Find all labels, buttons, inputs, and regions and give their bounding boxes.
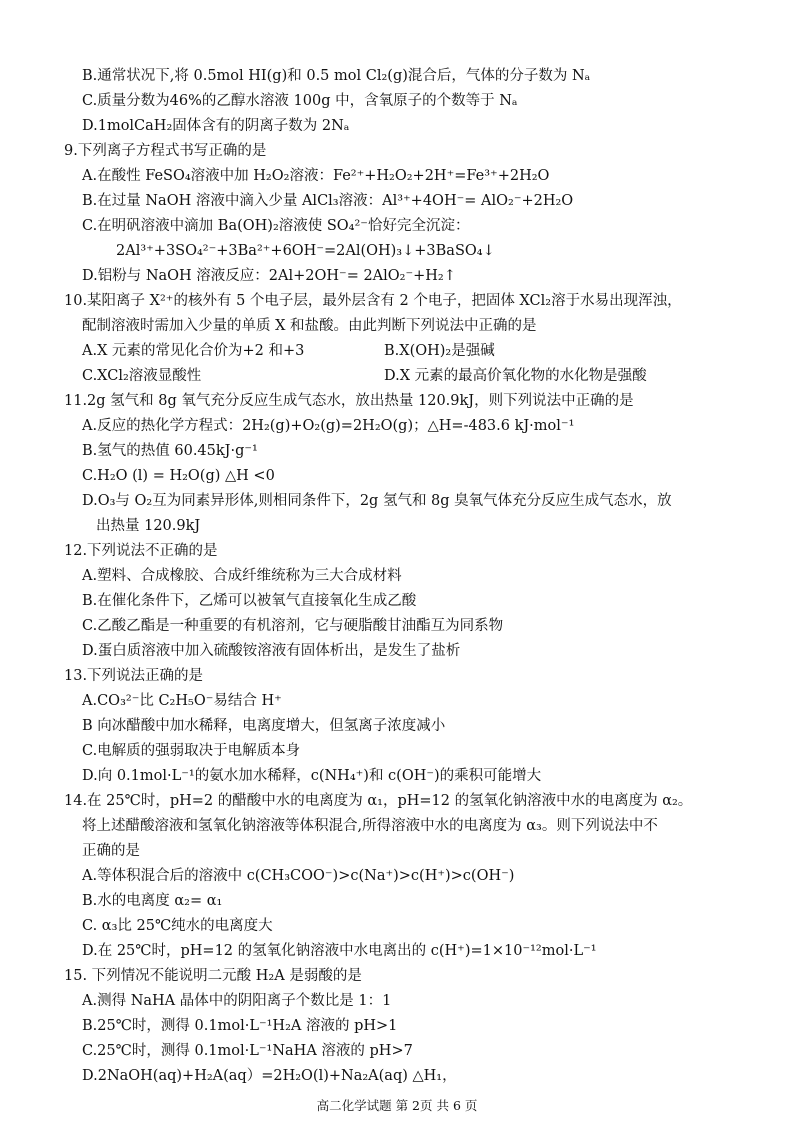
q10-stem-cont: 配制溶液时需加入少量的单质 X 和盐酸。由此判断下列说法中正确的是 [82, 318, 537, 334]
q11-option-d: D.O₃与 O₂互为同素异形体,则相同条件下，2g 氢气和 8g 臭氧气体充分反应生成气态水，放 [82, 493, 672, 509]
q15-option-b: B.25℃时，测得 0.1mol·L⁻¹H₂A 溶液的 pH>1 [82, 1018, 398, 1034]
q13-option-b: B 向冰醋酸中加水稀释，电离度增大，但氢离子浓度减小 [82, 718, 446, 734]
q13-option-c: C.电解质的强弱取决于电解质本身 [82, 743, 301, 759]
q9-stem: 9.下列离子方程式书写正确的是 [64, 143, 267, 159]
q15-option-a: A.测得 NaHA 晶体中的阴阳离子个数比是 1：1 [82, 993, 392, 1009]
q10-option-d: D.X 元素的最高价氧化物的水化物是强酸 [384, 368, 647, 384]
q8-option-b: B.通常状况下,将 0.5mol HI(g)和 0.5 mol Cl₂(g)混合后，气体的分子数为 Nₐ [82, 68, 591, 84]
q14-stem: 14.在 25℃时，pH=2 的醋酸中水的电离度为 α₁，pH=12 的氢氧化钠溶液中水的电离度为 α₂。 [64, 793, 693, 809]
q9-option-b: B.在过量 NaOH 溶液中滴入少量 AlCl₃溶液：Al³⁺+4OH⁻= AlO₂⁻+2H₂O [82, 193, 574, 209]
q13-stem: 13.下列说法正确的是 [64, 668, 204, 684]
q12-option-d: D.蛋白质溶液中加入硫酸铵溶液有固体析出，是发生了盐析 [82, 643, 461, 659]
q12-option-c: C.乙酸乙酯是一种重要的有机溶剂，它与硬脂酸甘油酯互为同系物 [82, 618, 504, 634]
q12-option-b: B.在催化条件下，乙烯可以被氧气直接氧化生成乙酸 [82, 593, 417, 609]
q13-option-a: A.CO₃²⁻比 C₂H₅O⁻易结合 H⁺ [82, 693, 282, 709]
q11-option-b: B.氢气的热值 60.45kJ·g⁻¹ [82, 443, 258, 459]
q14-option-b: B.水的电离度 α₂= α₁ [82, 893, 223, 909]
q12-stem: 12.下列说法不正确的是 [64, 543, 218, 559]
q14-stem-cont2: 正确的是 [82, 843, 140, 859]
q14-option-c: C. α₃比 25℃纯水的电离度大 [82, 918, 273, 934]
q14-option-d: D.在 25℃时，pH=12 的氢氧化钠溶液中水电离出的 c(H⁺)=1×10⁻¹²mol·L⁻¹ [82, 943, 597, 959]
q11-stem: 11.2g 氢气和 8g 氧气充分反应生成气态水，放出热量 120.9kJ，则下列说法中正确的是 [64, 393, 634, 409]
q13-option-d: D.向 0.1mol·L⁻¹的氨水加水稀释，c(NH₄⁺)和 c(OH⁻)的乘积可能增大 [82, 768, 542, 784]
q10-option-b: B.X(OH)₂是强碱 [384, 343, 495, 359]
q8-option-c: C.质量分数为46%的乙醇水溶液 100g 中，含氧原子的个数等于 Nₐ [82, 93, 518, 109]
q14-stem-cont: 将上述醋酸溶液和氢氧化钠溶液等体积混合,所得溶液中水的电离度为 α₃。则下列说法中不 [82, 818, 658, 834]
q15-stem: 15. 下列情况不能说明二元酸 H₂A 是弱酸的是 [64, 968, 362, 984]
q15-option-d: D.2NaOH(aq)+H₂A(aq）=2H₂O(l)+Na₂A(aq) △H₁， [82, 1068, 457, 1084]
q10-option-c: C.XCl₂溶液显酸性 [82, 368, 202, 384]
q10-stem: 10.某阳离子 X²⁺的核外有 5 个电子层，最外层含有 2 个电子，把固体 XCl₂溶于水易出现浑浊， [64, 293, 682, 309]
q10-option-a: A.X 元素的常见化合价为+2 和+3 [82, 343, 305, 359]
q9-option-d: D.铝粉与 NaOH 溶液反应：2Al+2OH⁻= 2AlO₂⁻+H₂↑ [82, 268, 456, 284]
q8-option-d: D.1molCaH₂固体含有的阴离子数为 2Nₐ [82, 118, 350, 134]
q14-option-a: A.等体积混合后的溶液中 c(CH₃COO⁻)>c(Na⁺)>c(H⁺)>c(OH⁻) [82, 868, 515, 884]
q9-option-c-equation: 2Al³⁺+3SO₄²⁻+3Ba²⁺+6OH⁻=2Al(OH)₃↓+3BaSO₄↓ [116, 243, 495, 259]
q11-option-c: C.H₂O (l) = H₂O(g) △H <0 [82, 468, 275, 484]
q11-option-a: A.反应的热化学方程式：2H₂(g)+O₂(g)=2H₂O(g)；△H=-483.6 kJ·mol⁻¹ [82, 418, 575, 434]
q9-option-a: A.在酸性 FeSO₄溶液中加 H₂O₂溶液：Fe²⁺+H₂O₂+2H⁺=Fe³⁺+2H₂O [82, 168, 550, 184]
q9-option-c: C.在明矾溶液中滴加 Ba(OH)₂溶液使 SO₄²⁻恰好完全沉淀： [82, 218, 470, 234]
q15-option-c: C.25℃时，测得 0.1mol·L⁻¹NaHA 溶液的 pH>7 [82, 1043, 413, 1059]
q11-option-d-cont: 出热量 120.9kJ [96, 518, 201, 534]
q12-option-a: A.塑料、合成橡胶、合成纤维统称为三大合成材料 [82, 568, 402, 584]
page-footer: 高二化学试题 第 2页 共 6 页 [316, 1098, 478, 1113]
